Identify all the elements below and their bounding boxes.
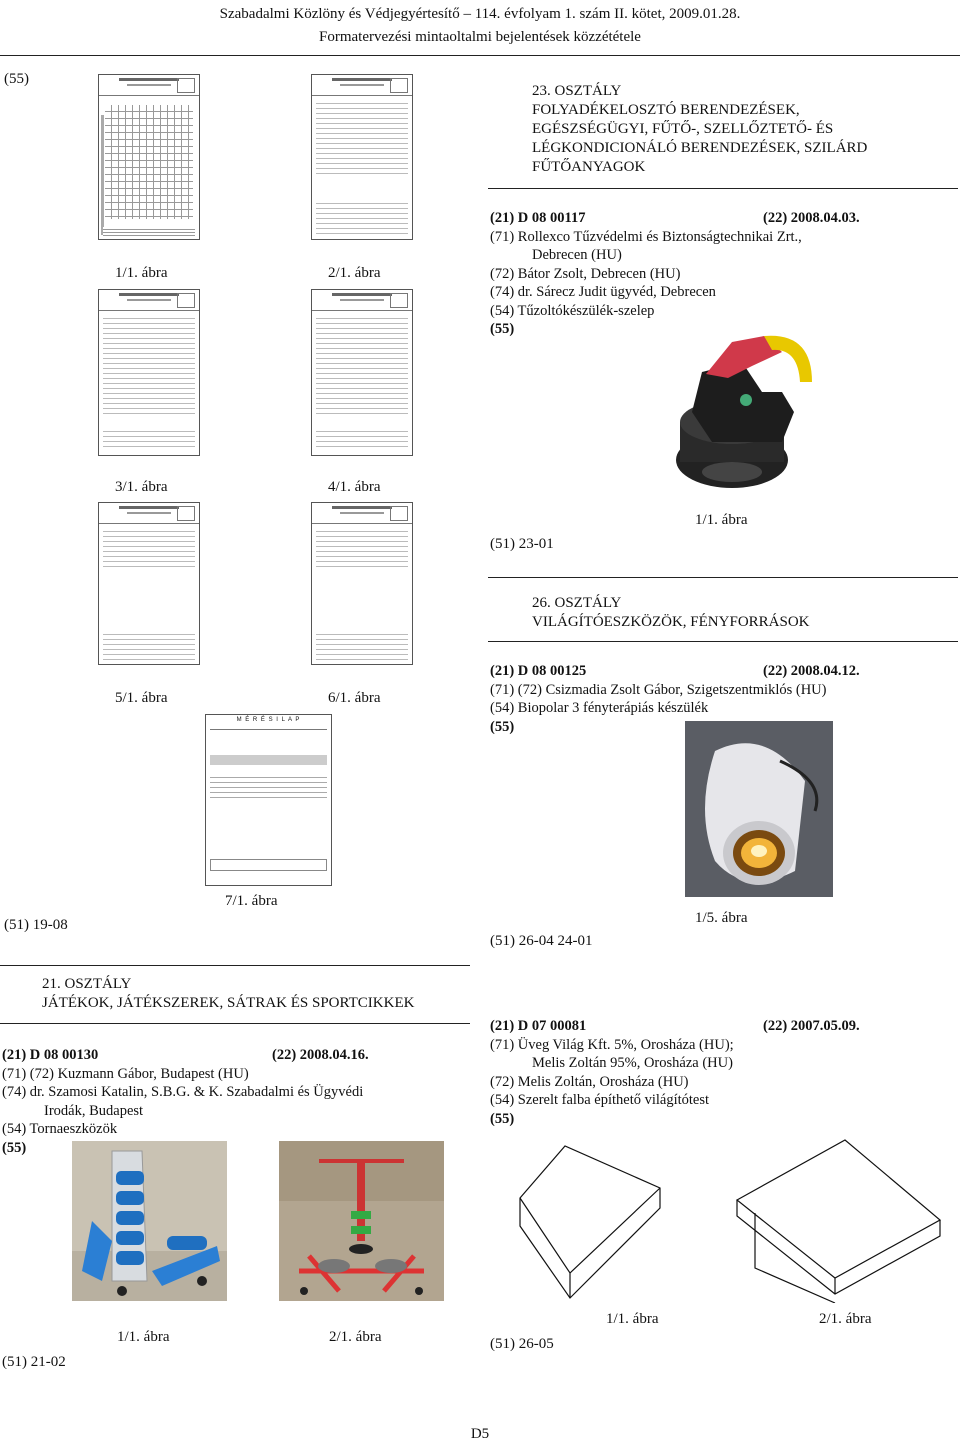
caption-081-fig1: 1/1. ábra xyxy=(606,1311,659,1327)
entry-081-71b: Melis Zoltán 95%, Orosháza (HU) xyxy=(532,1055,733,1071)
classification-19-08: (51) 19-08 xyxy=(4,917,68,933)
class-23-line3: EGÉSZSÉGÜGYI, FŰTŐ-, SZELLŐZTETŐ- ÉS xyxy=(532,121,834,137)
caption-fig-2: 2/1. ábra xyxy=(328,265,381,281)
section-title: Formatervezési mintaoltalmi bejelentések közzététele xyxy=(319,29,641,45)
entry-d0800117 xyxy=(490,209,950,339)
entry-081-22: (22) 2007.05.09. xyxy=(763,1018,860,1034)
entry-130-21: (21) D 08 00130 xyxy=(2,1047,99,1063)
caption-117: 1/1. ábra xyxy=(695,512,748,528)
class-26-heading xyxy=(532,594,810,632)
entry-117-72: (72) Bátor Zsolt, Debrecen (HU) xyxy=(490,265,681,282)
exercise-device-1-image xyxy=(72,1141,227,1301)
wall-light-drawing-2 xyxy=(735,1138,960,1303)
divider-21b xyxy=(0,1023,470,1024)
form-figure-6 xyxy=(311,502,413,665)
form-figure-1 xyxy=(98,74,200,240)
fire-extinguisher-valve-image xyxy=(672,322,820,498)
caption-fig-6: 6/1. ábra xyxy=(328,690,381,706)
entry-130-55: (55) xyxy=(2,1139,27,1156)
entry-081-54: (54) Szerelt falba építhető világítótest xyxy=(490,1092,710,1108)
caption-fig-4: 4/1. ábra xyxy=(328,479,381,495)
entry-117-22: (22) 2008.04.03. xyxy=(763,210,860,226)
form-figure-7 xyxy=(205,714,332,886)
classification-23-01: (51) 23-01 xyxy=(490,536,554,552)
classification-26-04: (51) 26-04 24-01 xyxy=(490,933,593,949)
class-23-line5: FŰTŐANYAGOK xyxy=(532,159,646,175)
entry-081-55: (55) xyxy=(490,1110,515,1127)
class-23-line2: FOLYADÉKELOSZTÓ BERENDEZÉSEK, xyxy=(532,102,800,118)
classification-21-02: (51) 21-02 xyxy=(2,1354,66,1370)
entry-130-71: (71) (72) Kuzmann Gábor, Budapest (HU) xyxy=(2,1065,249,1082)
class-23-heading xyxy=(532,82,867,177)
journal-title: Szabadalmi Közlöny és Védjegyértesítő – 114. évfolyam 1. szám II. kötet, 2009.01.28. xyxy=(219,6,741,22)
entry-130-54: (54) Tornaeszközök xyxy=(2,1121,118,1137)
form-figure-4 xyxy=(311,289,413,456)
divider-23 xyxy=(488,188,958,189)
header-rule xyxy=(0,55,960,56)
exercise-device-2-image xyxy=(279,1141,444,1301)
entry-125-54: (54) Biopolar 3 fényterápiás készülék xyxy=(490,700,709,716)
caption-130-fig2: 2/1. ábra xyxy=(329,1329,382,1345)
classification-26-05: (51) 26-05 xyxy=(490,1336,554,1352)
form-figure-3 xyxy=(98,289,200,456)
entry-081-72: (72) Melis Zoltán, Orosháza (HU) xyxy=(490,1073,689,1090)
divider-26 xyxy=(488,577,958,578)
divider-26b xyxy=(488,641,958,642)
entry-117-55: (55) xyxy=(490,321,515,337)
entry-125-22: (22) 2008.04.12. xyxy=(763,663,860,679)
entry-117-21: (21) D 08 00117 xyxy=(490,210,586,226)
class-26-number: 26. OSZTÁLY xyxy=(532,595,622,611)
entry-117-74: (74) dr. Sárecz Judit ügyvéd, Debrecen xyxy=(490,284,716,300)
page-number: D5 xyxy=(470,1426,490,1442)
entry-125-55: (55) xyxy=(490,718,515,735)
entry-081-21: (21) D 07 00081 xyxy=(490,1018,587,1034)
caption-fig-3: 3/1. ábra xyxy=(115,479,168,495)
caption-fig-5: 5/1. ábra xyxy=(115,690,168,706)
caption-081-fig2: 2/1. ábra xyxy=(819,1311,872,1327)
caption-125: 1/5. ábra xyxy=(695,910,748,926)
code-55-left: (55) xyxy=(4,71,29,87)
class-21-line2: JÁTÉKOK, JÁTÉKSZEREK, SÁTRAK ÉS SPORTCIKKEK xyxy=(42,995,415,1011)
caption-fig-1: 1/1. ábra xyxy=(115,265,168,281)
class-26-line2: VILÁGÍTÓESZKÖZÖK, FÉNYFORRÁSOK xyxy=(532,614,810,630)
class-23-line4: LÉGKONDICIONÁLÓ BERENDEZÉSEK, SZILÁRD xyxy=(532,140,868,156)
class-21-number: 21. OSZTÁLY xyxy=(42,976,132,992)
entry-130-74b: Irodák, Budapest xyxy=(44,1102,144,1119)
entry-d0700081 xyxy=(490,1017,950,1128)
class-21-heading xyxy=(42,975,414,1013)
form-figure-5 xyxy=(98,502,200,665)
class-23-number: 23. OSZTÁLY xyxy=(532,83,622,99)
form-7-title: M É R É S I L A P xyxy=(236,717,301,723)
entry-117-54: (54) Tűzoltókészülék-szelep xyxy=(490,302,655,319)
entry-130-74a: (74) dr. Szamosi Katalin, S.B.G. & K. Szabadalmi és Ügyvédi xyxy=(2,1084,364,1100)
entry-125-71: (71) (72) Csizmadia Zsolt Gábor, Szigetszentmiklós (HU) xyxy=(490,681,827,698)
entry-117-71a: (71) Rollexco Tűzvédelmi és Biztonságtechnikai Zrt., xyxy=(490,228,802,245)
divider-21 xyxy=(0,965,470,966)
entry-081-71a: (71) Üveg Világ Kft. 5%, Orosháza (HU); xyxy=(490,1036,734,1053)
caption-130-fig1: 1/1. ábra xyxy=(117,1329,170,1345)
wall-light-drawing-1 xyxy=(510,1138,670,1303)
entry-130-22: (22) 2008.04.16. xyxy=(272,1047,369,1063)
light-therapy-device-image xyxy=(685,721,833,897)
entry-125-21: (21) D 08 00125 xyxy=(490,663,587,679)
form-figure-2 xyxy=(311,74,413,240)
entry-117-71b: Debrecen (HU) xyxy=(532,247,622,263)
caption-fig-7: 7/1. ábra xyxy=(225,893,278,909)
